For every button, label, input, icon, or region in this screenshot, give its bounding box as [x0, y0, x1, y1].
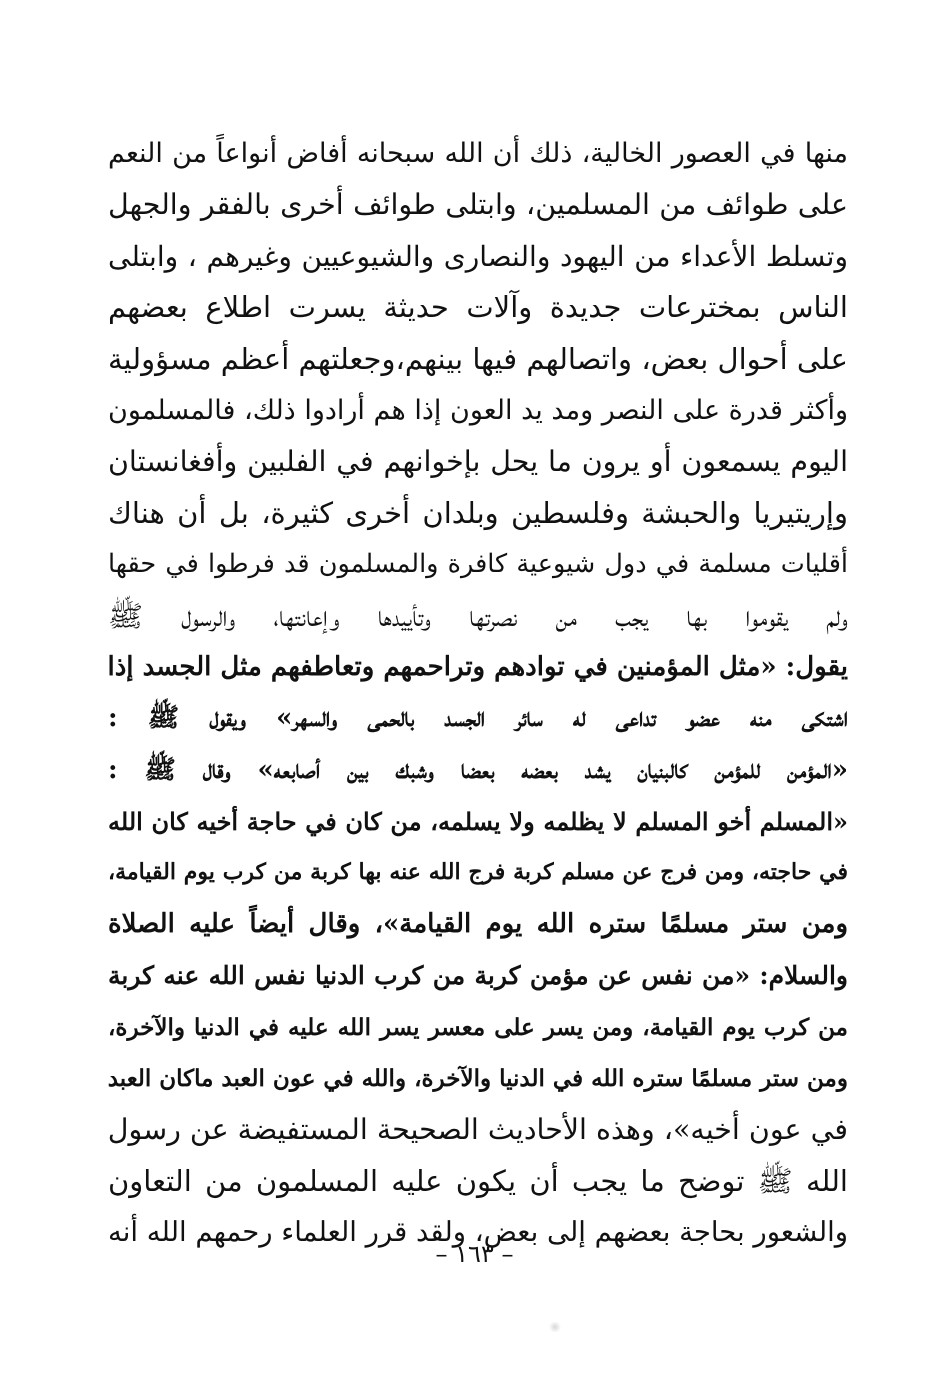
text-line: والسلام: «من نفس عن مؤمن كربة من كرب الدنيا نفس الله عنه كربة	[108, 961, 848, 991]
text-line: على أحوال بعض، واتصالهم فيها بينهم،وجعلتهم أعظم مسؤولية	[108, 341, 848, 376]
scan-speck	[548, 1322, 562, 1332]
text-line: في حاجته، ومن فرج عن مسلم كربة فرج الله عنه بها كربة من كرب يوم القيامة،	[108, 859, 848, 886]
arabic-text-block	[108, 128, 848, 1259]
text-line: وأكثر قدرة على النصر ومد يد العون إذا هم أرادوا ذلك، فالمسلمون	[108, 394, 848, 426]
text-line: يقول: «مثل المؤمنين في توادهم وتراحمهم وتعاطفهم مثل الجسد إذا	[108, 651, 848, 682]
text-line: وتسلط الأعداء من اليهود والنصارى والشيوعيين وغيرهم ، وابتلى	[108, 239, 848, 273]
text-line: أقليات مسلمة في دول شيوعية كافرة والمسلمون قد فرطوا في حقها	[108, 549, 848, 580]
text-line: منها في العصور الخالية، ذلك أن الله سبحانه أفاض أنواعاً من النعم	[108, 138, 848, 169]
text-line: الناس بمخترعات جديدة وآلات حديثة يسرت اطلاع بعضهم	[108, 290, 848, 325]
text-line: وإريتيريا والحبشة وفلسطين وبلدان أخرى كثيرة، بل أن هناك	[108, 495, 848, 530]
text-line: اليوم يسمعون أو يرون ما يحل بإخوانهم في الفلبين وأفغانستان	[108, 445, 848, 479]
text-line: «المسلم أخو المسلم لا يظلمه ولا يسلمه، من كان في حاجة أخيه كان الله	[108, 807, 848, 837]
page-number: – ١٦٣ –	[435, 1240, 514, 1268]
text-line: ولم يقوموا بها يجب من نصرتها وتأييدها وإعانتها، والرسول ﷺ	[108, 598, 848, 633]
text-line: الله ﷺ توضح ما يجب أن يكون عليه المسلمون من التعاون	[108, 1163, 848, 1198]
text-line: من كرب يوم القيامة، ومن يسر على معسر يسر الله عليه في الدنيا والآخرة،	[108, 1013, 848, 1041]
text-line: «المؤمن للمؤمن كالبنيان يشد بعضه بعضا وشبك بين أصابعه» وقال ﷺ :	[108, 754, 848, 785]
text-line: والشعور بحاجة بعضهم إلى بعض، ولقد قرر العلماء رحمهم الله أنه	[108, 1216, 848, 1249]
text-line: ومن ستر مسلمًا ستره الله في الدنيا والآخرة، والله في عون العبد ماكان العبد	[108, 1065, 848, 1093]
text-line: ومن ستر مسلمًا ستره الله يوم القيامة»، وقال أيضاً عليه الصلاة	[108, 908, 848, 939]
text-line: على طوائف من المسلمين، وابتلى طوائف أخرى بالفقر والجهل	[108, 188, 848, 222]
text-line: في عون أخيه»، وهذه الأحاديث الصحيحة المستفيضة عن رسول	[108, 1113, 848, 1147]
text-line: اشتكى منه عضو تداعى له سائر الجسد بالحمى والسهر» ويقول ﷺ :	[108, 703, 848, 734]
